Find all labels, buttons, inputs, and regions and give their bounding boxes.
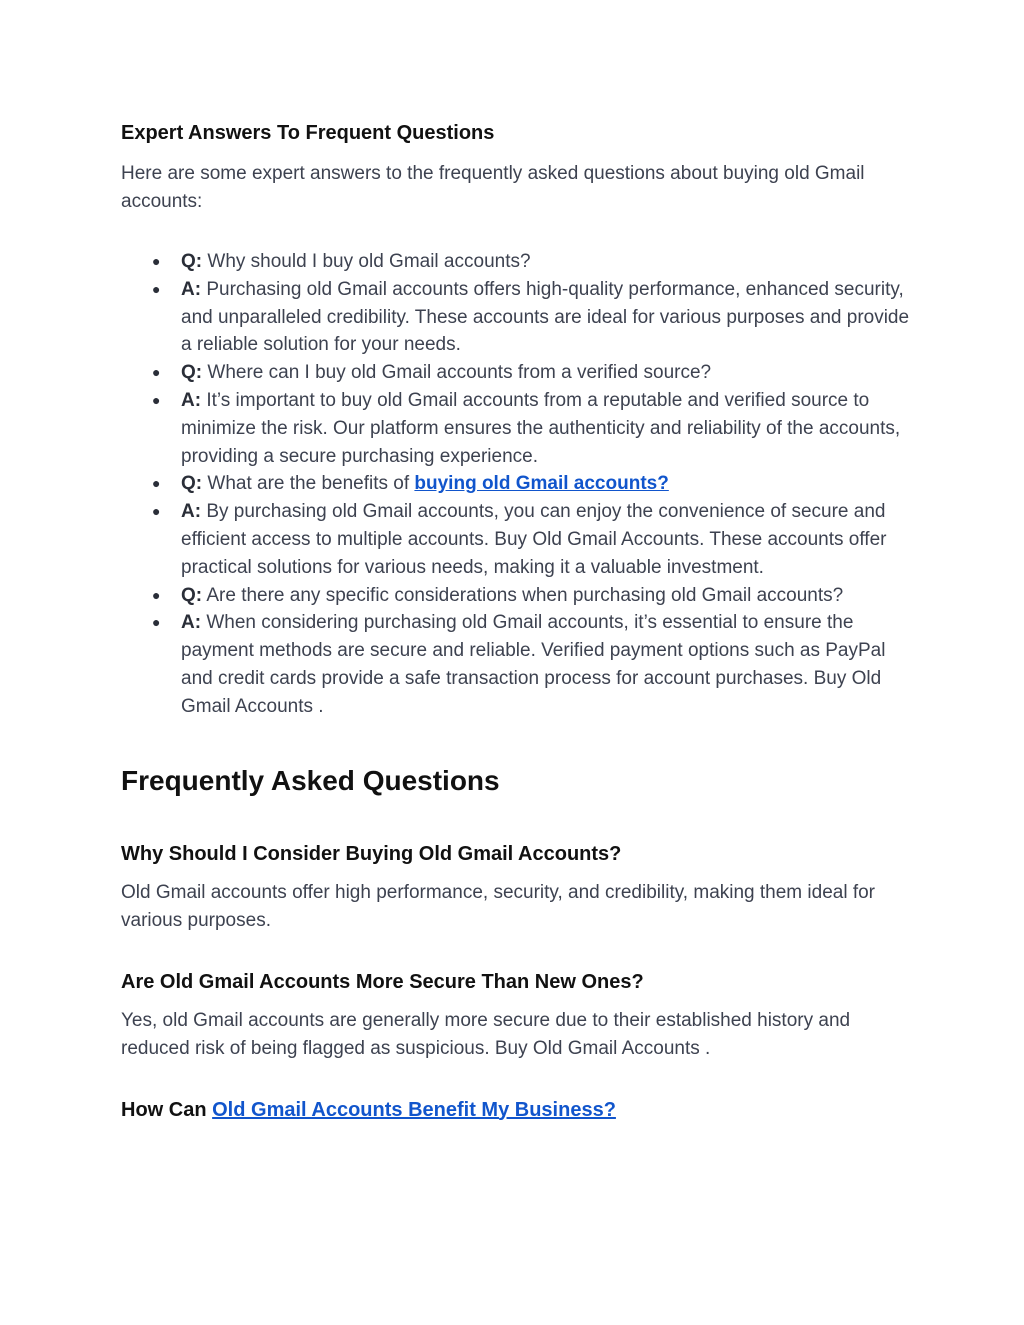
list-item-text: Are there any specific considerations when purchasing old Gmail accounts? bbox=[206, 584, 844, 606]
bullet-icon: ● bbox=[152, 280, 161, 297]
question-tag: Q: bbox=[181, 584, 203, 606]
question-tag: Q: bbox=[181, 473, 203, 495]
list-item-text: When considering purchasing old Gmail accounts, it’s essential to ensure the payment methods are secure and reliable. Verified payment options such as PayPal and credit cards provide a safe transaction process for account purchases. Buy Old Gmail Accounts . bbox=[181, 612, 886, 717]
bullet-icon: ● bbox=[152, 503, 161, 520]
list-item bbox=[121, 248, 911, 276]
list-item-text: What are the benefits of bbox=[207, 473, 415, 495]
document-page bbox=[121, 118, 911, 1125]
faq-question-2: Are Old Gmail Accounts More Secure Than New Ones? bbox=[121, 970, 644, 993]
list-item-text: By purchasing old Gmail accounts, you can enjoy the convenience of secure and efficient access to multiple accounts. Buy Old Gmail Accounts. These accounts offer practical solutions for various needs, making it a valuable investment. bbox=[181, 501, 887, 578]
answer-tag: A: bbox=[181, 278, 202, 300]
list-item bbox=[121, 470, 911, 498]
list-item bbox=[121, 387, 911, 470]
bullet-icon: ● bbox=[152, 614, 161, 631]
faq-question-1: Why Should I Consider Buying Old Gmail Accounts? bbox=[121, 842, 622, 865]
bullet-icon: ● bbox=[152, 475, 161, 492]
faq-question-3-prefix: How Can bbox=[121, 1098, 213, 1121]
section-intro: Here are some expert answers to the frequently asked questions about buying old Gmail accounts: bbox=[121, 163, 865, 212]
list-item bbox=[121, 359, 911, 387]
list-item-text: It’s important to buy old Gmail accounts from a reputable and verified source to minimize the risk. Our platform ensures the authenticity and reliability of the accounts, providing a secure purchasing experience. bbox=[181, 389, 901, 467]
buying-old-gmail-link[interactable]: buying old Gmail accounts? bbox=[414, 473, 669, 495]
question-tag: Q: bbox=[181, 362, 203, 384]
list-item bbox=[121, 582, 911, 610]
list-item bbox=[121, 609, 911, 720]
faq-answer-2: Yes, old Gmail accounts are generally more secure due to their established history and reduced risk of being flagged as suspicious. Buy Old Gmail Accounts . bbox=[121, 1009, 851, 1059]
bullet-icon: ● bbox=[152, 253, 161, 269]
faq-heading: Frequently Asked Questions bbox=[121, 764, 500, 796]
bullet-icon: ● bbox=[152, 391, 161, 408]
faq-question-3 bbox=[121, 1095, 911, 1125]
answer-tag: A: bbox=[181, 501, 202, 523]
question-tag: Q: bbox=[181, 251, 203, 272]
section-heading: Expert Answers To Frequent Questions bbox=[121, 122, 495, 144]
list-item-text: Why should I buy old Gmail accounts? bbox=[207, 251, 531, 272]
bullet-icon: ● bbox=[152, 364, 161, 381]
list-item-text: Purchasing old Gmail accounts offers high-quality performance, enhanced security, and unparalleled credibility. These accounts are ideal for various purposes and provide a reliable solution for your needs. bbox=[181, 278, 910, 356]
answer-tag: A: bbox=[181, 389, 202, 411]
old-gmail-business-link[interactable]: Old Gmail Accounts Benefit My Business? bbox=[212, 1098, 616, 1121]
faq-answer-1: Old Gmail accounts offer high performance, security, and credibility, making them ideal for various purposes. bbox=[121, 881, 876, 931]
qa-list bbox=[121, 248, 911, 721]
list-item bbox=[121, 498, 911, 581]
list-item bbox=[121, 276, 911, 359]
list-item-text: Where can I buy old Gmail accounts from a verified source? bbox=[207, 362, 712, 384]
bullet-icon: ● bbox=[152, 586, 161, 603]
answer-tag: A: bbox=[181, 612, 202, 634]
